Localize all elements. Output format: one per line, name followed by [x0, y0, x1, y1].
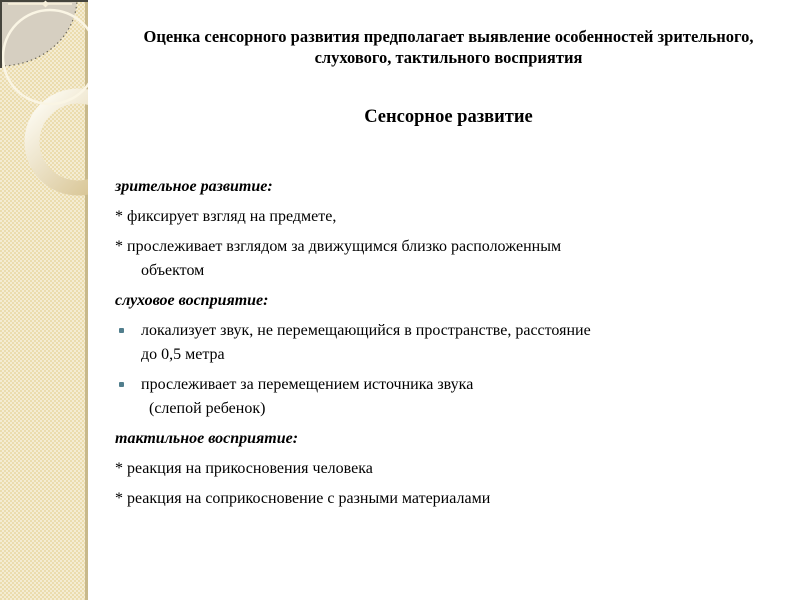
sidebar-decoration: [0, 0, 88, 600]
paragraph-visual-2: * прослеживает взглядом за движущимся близко расположенным объектом: [115, 238, 562, 279]
sidebar-left-border: [0, 0, 2, 68]
section-tactile-perception: [115, 427, 782, 511]
slide-content: [88, 0, 800, 600]
list-item-text: прослеживает за перемещением источника звука (слепой ребенок): [141, 376, 474, 417]
slide-body: [115, 128, 782, 511]
paragraph-visual-1: * фиксирует взгляд на предмете,: [115, 208, 337, 225]
paragraph-tactile-2: * реакция на соприкосновение с разными материалами: [115, 490, 491, 507]
section-visual-development: [115, 175, 782, 283]
section-heading-tactile: тактильное восприятие:: [115, 430, 299, 447]
section-heading-visual: зрительное развитие:: [115, 178, 273, 195]
auditory-bullet-list: [115, 319, 782, 421]
paragraph-tactile-1: * реакция на прикосновения человека: [115, 460, 373, 477]
list-item-text: локализует звук, не перемещающийся в пространстве, расстояние до 0,5 метра: [141, 322, 591, 363]
sidebar-top-border: [0, 0, 88, 2]
list-item: [115, 373, 782, 421]
bullet-icon: [119, 382, 124, 387]
slide-title: Оценка сенсорного развития предполагает выявление особенностей зрительного, слухового, тактильного восприятия: [143, 27, 754, 67]
top-highlight-line: [8, 3, 72, 5]
section-auditory-perception: [115, 289, 782, 421]
slide-subtitle: Сенсорное развитие: [364, 107, 533, 127]
sidebar-ornament-graphic: [0, 0, 88, 600]
list-item: [115, 319, 782, 367]
section-heading-auditory: слуховое восприятие:: [115, 292, 269, 309]
bullet-icon: [119, 328, 124, 333]
